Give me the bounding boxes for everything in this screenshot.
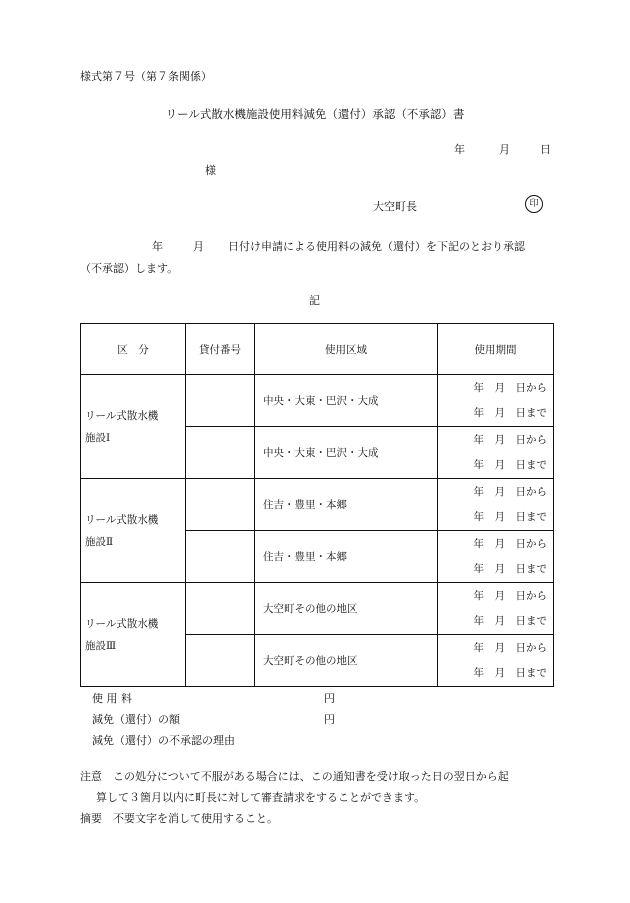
period-from: 年 月 日から: [473, 485, 547, 498]
facility-cell: [81, 583, 186, 687]
facility-name: リール式散水機: [85, 617, 159, 630]
facility-cell: [81, 375, 186, 479]
table-row: [81, 375, 554, 427]
loan-number-cell: [186, 583, 255, 635]
period-cell: [438, 583, 554, 635]
period-cell: [438, 375, 554, 427]
period-from: 年 月 日から: [473, 589, 547, 602]
period-cell: [438, 479, 554, 531]
body-year: 年: [152, 240, 163, 253]
issuer: 大空町長: [373, 200, 417, 213]
area-cell: 住吉・豊里・本郷: [255, 531, 438, 583]
seal-mark: 印: [525, 195, 543, 213]
caution-text-1: この処分について不服がある場合には、この通知書を受け取った日の翌日から起: [113, 770, 509, 783]
header-category: 区 分: [81, 324, 186, 375]
usage-fee-yen: 円: [324, 692, 335, 705]
period-to: 年 月 日まで: [473, 614, 547, 627]
loan-number-cell: [186, 375, 255, 427]
body-text: [80, 236, 560, 280]
date-day: 日: [540, 143, 551, 156]
facility-table: [80, 323, 554, 687]
facility-name: リール式散水機: [85, 409, 159, 422]
period-to: 年 月 日まで: [473, 562, 547, 575]
facility-number: 施設Ⅰ: [85, 431, 111, 444]
period-to: 年 月 日まで: [473, 510, 547, 523]
period-cell: [438, 635, 554, 687]
period-to: 年 月 日まで: [473, 666, 547, 679]
body-text-line2: （不承認）します。: [80, 262, 179, 275]
area-cell: 大空町その他の地区: [255, 635, 438, 687]
table-row: [81, 583, 554, 635]
date-year: 年: [454, 143, 465, 156]
summary-note: [80, 808, 560, 829]
date-line: [454, 141, 551, 157]
notes: [80, 766, 560, 829]
period-to: 年 月 日まで: [473, 458, 547, 471]
loan-number-cell: [186, 635, 255, 687]
area-cell: 中央・大東・巴沢・大成: [255, 427, 438, 479]
facility-name: リール式散水機: [85, 513, 159, 526]
header-usage-area: 使用区域: [255, 324, 438, 375]
summary-label: 摘要: [80, 812, 102, 825]
document-title: リール式散水機施設使用料減免（還付）承認（不承認）書: [165, 107, 465, 121]
loan-number-cell: [186, 531, 255, 583]
loan-number-cell: [186, 427, 255, 479]
period-from: 年 月 日から: [473, 537, 547, 550]
area-cell: 大空町その他の地区: [255, 583, 438, 635]
facility-number: 施設Ⅱ: [85, 535, 114, 548]
caution-note: [80, 766, 560, 787]
addressee: 様: [205, 164, 216, 177]
exemption-amount-label: 減免（還付）の額: [92, 713, 180, 726]
period-from: 年 月 日から: [473, 381, 547, 394]
period-from: 年 月 日から: [473, 641, 547, 654]
usage-fee-label: 使 用 料: [92, 692, 132, 705]
exemption-amount-yen: 円: [324, 713, 335, 726]
ki-heading: 記: [309, 294, 320, 307]
caution-label: 注意: [80, 770, 102, 783]
period-from: 年 月 日から: [473, 433, 547, 446]
header-loan-number: 貸付番号: [186, 324, 255, 375]
body-month: 月: [193, 240, 204, 253]
table-row: [81, 479, 554, 531]
period-cell: [438, 427, 554, 479]
loan-number-cell: [186, 479, 255, 531]
date-month: 月: [499, 143, 510, 156]
facility-number: 施設Ⅲ: [85, 639, 117, 652]
facility-cell: [81, 479, 186, 583]
area-cell: 中央・大東・巴沢・大成: [255, 375, 438, 427]
table-header-row: [81, 324, 554, 375]
period-to: 年 月 日まで: [473, 406, 547, 419]
period-cell: [438, 531, 554, 583]
summary-text: 不要文字を消して使用すること。: [113, 812, 278, 825]
form-number: 様式第７号（第７条関係）: [80, 70, 212, 83]
body-text-line1: 日付け申請による使用料の減免（還付）を下記のとおり承認: [228, 240, 525, 253]
rejection-reason-label: 減免（還付）の不承認の理由: [92, 734, 235, 747]
caution-text-2: 算して３箇月以内に町長に対して審査請求をすることができます。: [96, 791, 426, 804]
area-cell: 住吉・豊里・本郷: [255, 479, 438, 531]
header-usage-period: 使用期間: [438, 324, 554, 375]
